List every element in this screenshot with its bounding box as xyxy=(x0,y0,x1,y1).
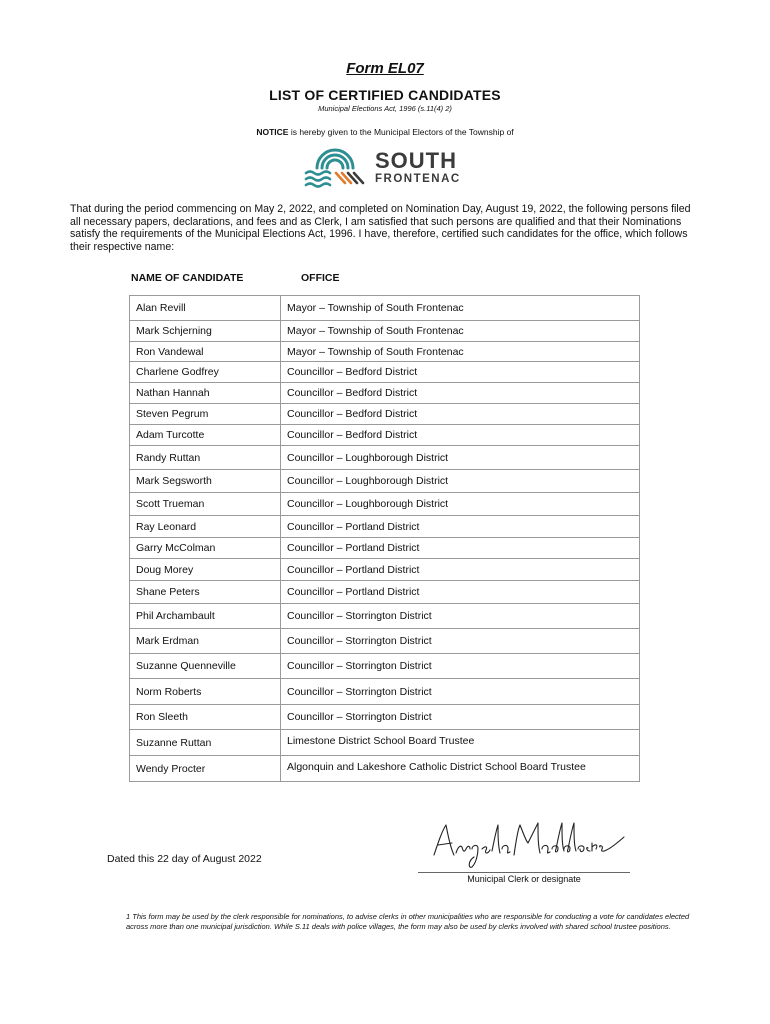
candidate-name: Ray Leonard xyxy=(130,516,281,538)
table-row xyxy=(130,362,640,383)
candidate-office: Councillor – Bedford District xyxy=(281,404,640,425)
candidate-office: Algonquin and Lakeshore Catholic District School Board Trustee xyxy=(281,756,640,782)
table-row xyxy=(130,679,640,705)
candidate-office: Councillor – Storrington District xyxy=(281,629,640,654)
candidate-office: Councillor – Bedford District xyxy=(281,362,640,383)
logo-word-south: SOUTH xyxy=(375,148,457,173)
table-row xyxy=(130,705,640,730)
candidate-name: Wendy Procter xyxy=(130,756,281,782)
candidate-office: Councillor – Loughborough District xyxy=(281,446,640,470)
candidate-office: Councillor – Portland District xyxy=(281,516,640,538)
candidate-name: Suzanne Ruttan xyxy=(130,730,281,756)
candidate-office: Councillor – Loughborough District xyxy=(281,470,640,493)
candidate-name: Mark Erdman xyxy=(130,629,281,654)
candidate-name: Mark Segsworth xyxy=(130,470,281,493)
candidate-name: Nathan Hannah xyxy=(130,383,281,404)
candidate-name: Suzanne Quenneville xyxy=(130,654,281,679)
signature-line xyxy=(418,872,630,873)
candidate-name: Doug Morey xyxy=(130,559,281,581)
south-frontenac-logo xyxy=(303,146,473,190)
candidate-name: Norm Roberts xyxy=(130,679,281,705)
candidate-name: Ron Sleeth xyxy=(130,705,281,730)
candidate-office: Councillor – Bedford District xyxy=(281,425,640,446)
candidate-name: Alan Revill xyxy=(130,296,281,321)
table-row xyxy=(130,296,640,321)
table-row xyxy=(130,654,640,679)
candidate-office: Councillor – Portland District xyxy=(281,581,640,604)
column-header-office: OFFICE xyxy=(301,272,340,284)
candidate-office: Mayor – Township of South Frontenac xyxy=(281,321,640,342)
candidate-office: Councillor – Storrington District xyxy=(281,705,640,730)
table-row xyxy=(130,559,640,581)
form-title: Form EL07 xyxy=(346,60,424,77)
table-row xyxy=(130,470,640,493)
table-row xyxy=(130,604,640,629)
table-row xyxy=(130,756,640,782)
table-row xyxy=(130,730,640,756)
notice-line xyxy=(0,127,770,137)
candidate-name: Scott Trueman xyxy=(130,493,281,516)
candidate-office: Councillor – Portland District xyxy=(281,559,640,581)
candidate-name: Charlene Godfrey xyxy=(130,362,281,383)
candidate-name: Steven Pegrum xyxy=(130,404,281,425)
candidate-office: Councillor – Portland District xyxy=(281,538,640,559)
candidate-name: Randy Ruttan xyxy=(130,446,281,470)
table-row xyxy=(130,493,640,516)
candidate-office: Councillor – Storrington District xyxy=(281,679,640,705)
signature-caption: Municipal Clerk or designate xyxy=(467,874,581,884)
candidate-office: Mayor – Township of South Frontenac xyxy=(281,342,640,362)
notice-label: NOTICE xyxy=(256,127,289,137)
signature-name: Angela Maddocks xyxy=(528,871,536,872)
candidate-office: Limestone District School Board Trustee xyxy=(281,730,640,756)
clerk-signature xyxy=(428,813,628,873)
column-header-name: NAME OF CANDIDATE xyxy=(131,272,244,284)
candidate-name: Ron Vandewal xyxy=(130,342,281,362)
candidate-name: Shane Peters xyxy=(130,581,281,604)
logo-word-frontenac: FRONTENAC xyxy=(375,173,461,185)
table-row xyxy=(130,383,640,404)
candidate-office: Mayor – Township of South Frontenac xyxy=(281,296,640,321)
notice-text: is hereby given to the Municipal Electors of the Township of xyxy=(288,127,514,137)
table-row xyxy=(130,404,640,425)
dated-line: Dated this 22 day of August 2022 xyxy=(107,853,262,865)
candidate-name: Phil Archambault xyxy=(130,604,281,629)
table-row xyxy=(130,425,640,446)
footnote: 1 This form may be used by the clerk responsible for nominations, to advise clerks in other municipalities who are responsible for conducting a vote for candidates elected across more than one municipal jurisdiction. While S.11 deals with police villages, the form may also be used by clerks involved with shared school trustee positions. xyxy=(126,912,690,931)
logo-mark-icon xyxy=(303,146,367,190)
table-row xyxy=(130,538,640,559)
candidate-name: Adam Turcotte xyxy=(130,425,281,446)
table-row xyxy=(130,581,640,604)
candidate-office: Councillor – Loughborough District xyxy=(281,493,640,516)
table-row xyxy=(130,629,640,654)
candidate-office: Councillor – Storrington District xyxy=(281,604,640,629)
act-reference: Municipal Elections Act, 1996 (s.11(4) 2) xyxy=(318,104,452,113)
candidate-name: Mark Schjerning xyxy=(130,321,281,342)
page-title: LIST OF CERTIFIED CANDIDATES xyxy=(269,87,501,103)
candidate-office: Councillor – Storrington District xyxy=(281,654,640,679)
table-row xyxy=(130,516,640,538)
table-row xyxy=(130,446,640,470)
table-row xyxy=(130,342,640,362)
candidates-table xyxy=(129,295,640,782)
candidate-name: Garry McColman xyxy=(130,538,281,559)
table-row xyxy=(130,321,640,342)
candidate-office: Councillor – Bedford District xyxy=(281,383,640,404)
intro-paragraph: That during the period commencing on May 2, 2022, and completed on Nomination Day, August 19, 2022, the following persons filed all necessary papers, declarations, and fees and as Clerk, I am satisfied that such persons are qualified and that their Nominations satisfy the requirements of the Municipal Elections Act, 1996. I have, therefore, certified such candidates for the office, which follows their respective name: xyxy=(70,203,691,253)
